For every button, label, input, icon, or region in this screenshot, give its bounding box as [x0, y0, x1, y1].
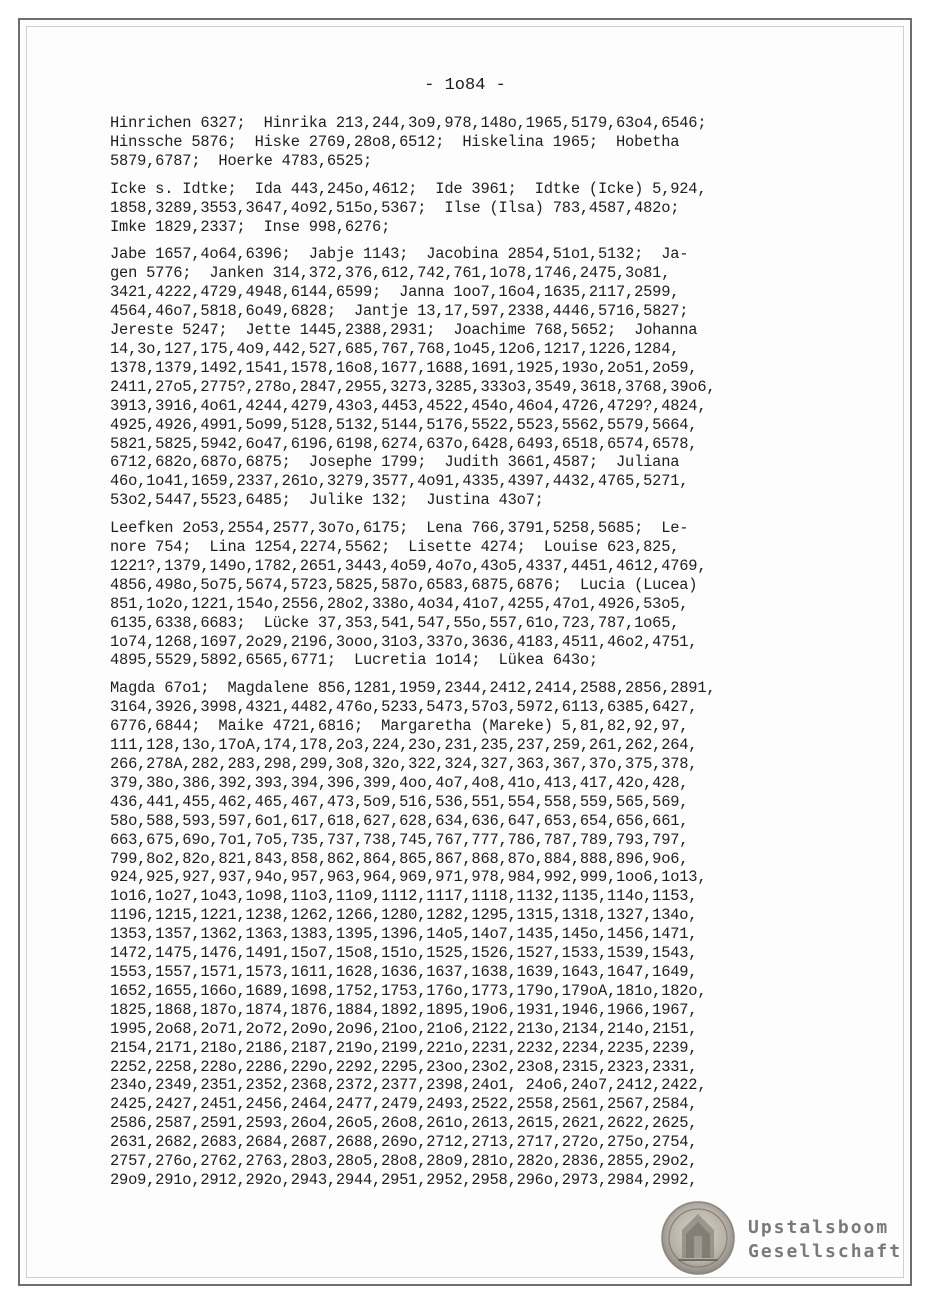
entry-line: 29o9,291o,2912,292o,2943,2944,2951,2952,2958,296o,2973,2984,2992,: [110, 1170, 698, 1189]
entry-line: 379,38o,386,392,393,394,396,399,4oo,4o7,4o8,41o,413,417,42o,428,: [110, 773, 689, 792]
entry-line: 6712,682o,687o,6875; Josephe 1799; Judith 3661,4587; Juliana: [110, 453, 680, 472]
entry-line: 5821,5825,5942,6o47,6196,6198,6274,637o,6428,6493,6518,6574,6578,: [110, 434, 698, 453]
entry-line: 799,8o2,82o,821,843,858,862,864,865,867,868,87o,884,888,896,9o6,: [110, 849, 689, 868]
entry-line: 1472,1475,1476,1491,15o7,15o8,151o,1525,1526,1527,1533,1539,1543,: [110, 944, 698, 963]
entry-line: Hinssche 5876; Hiske 2769,28o8,6512; Hiskelina 1965; Hobetha: [110, 132, 680, 151]
page-number: - 1o84 -: [424, 76, 506, 95]
entry-line: 53o2,5447,5523,6485; Julike 132; Justina 43o7;: [110, 491, 544, 510]
entry-line: 1196,1215,1221,1238,1262,1266,1280,1282,1295,1315,1318,1327,134o,: [110, 906, 698, 925]
entry-line: Jabe 1657,4o64,6396; Jabje 1143; Jacobina 2854,51o1,5132; Ja-: [110, 245, 689, 264]
entry-line: 2586,2587,2591,2593,26o4,26o5,26o8,261o,2613,2615,2621,2622,2625,: [110, 1114, 698, 1133]
entry-line: 2252,2258,228o,2286,229o,2292,2295,23oo,23o2,23o8,2315,2323,2331,: [110, 1057, 698, 1076]
entry-line: Hinrichen 6327; Hinrika 213,244,3o9,978,148o,1965,5179,63o4,6546;: [110, 114, 707, 132]
entry-line: 1553,1557,1571,1573,1611,1628,1636,1637,1638,1639,1643,1647,1649,: [110, 962, 698, 981]
entry-line: 5879,6787; Hoerke 4783,6525;: [110, 151, 373, 170]
entry-line: 2425,2427,2451,2456,2464,2477,2479,2493,2522,2558,2561,2567,2584,: [110, 1095, 698, 1114]
brand-line-2: Gesellschaft: [748, 1241, 903, 1262]
entry-line: 6135,6338,6683; Lücke 37,353,541,547,55o,557,61o,723,787,1o65,: [110, 613, 680, 632]
entry-line: 4925,4926,4991,5o99,5128,5132,5144,5176,5522,5523,5562,5579,5664,: [110, 415, 698, 434]
entry-line: Icke s. Idtke; Ida 443,245o,4612; Ide 3961; Idtke (Icke) 5,924,: [110, 179, 707, 198]
entry-block-m: [110, 679, 860, 1189]
name-index-content: [110, 114, 860, 1199]
entry-line: 1353,1357,1362,1363,1383,1395,1396,14o5,14o7,1435,145o,1456,1471,: [110, 925, 698, 944]
entry-line: 663,675,69o,7o1,7o5,735,737,738,745,767,777,786,787,789,793,797,: [110, 830, 689, 849]
entry-line: 2757,276o,2762,2763,28o3,28o5,28o8,28o9,281o,282o,2836,2855,29o2,: [110, 1152, 698, 1171]
entry-line: 4856,498o,5o75,5674,5723,5825,587o,6583,6875,6876; Lucia (Lucea): [110, 575, 698, 594]
entry-line: Jereste 5247; Jette 1445,2388,2931; Joachime 768,5652; Johanna: [110, 321, 698, 340]
entry-line: 6776,6844; Maike 4721,6816; Margaretha (Mareke) 5,81,82,92,97,: [110, 717, 689, 736]
entry-line: nore 754; Lina 1254,2274,5562; Lisette 4274; Louise 623,825,: [110, 538, 680, 557]
entry-block-j: [110, 245, 860, 510]
entry-line: 1o16,1o27,1o43,1o98,11o3,11o9,1112,1117,1118,1132,1135,114o,1153,: [110, 887, 698, 906]
entry-line: 436,441,455,462,465,467,473,5o9,516,536,551,554,558,559,565,569,: [110, 792, 689, 811]
entry-line: 2154,2171,218o,2186,2187,219o,2199,221o,2231,2232,2234,2235,2239,: [110, 1038, 698, 1057]
entry-line: gen 5776; Janken 314,372,376,612,742,761,1o78,1746,2475,3o81,: [110, 264, 671, 283]
entry-line: 4895,5529,5892,6565,6771; Lucretia 1o14; Lükea 643o;: [110, 651, 598, 670]
entry-line: Imke 1829,2337; Inse 998,6276;: [110, 217, 391, 236]
entry-line: 1858,3289,3553,3647,4o92,515o,5367; Ilse (Ilsa) 783,4587,482o;: [110, 198, 680, 217]
entry-line: 3913,3916,4o61,4244,4279,43o3,4453,4522,454o,46o4,4726,4729?,4824,: [110, 396, 707, 415]
entry-line: Magda 67o1; Magdalene 856,1281,1959,2344,2412,2414,2588,2856,2891,: [110, 679, 716, 698]
entry-line: Leefken 2o53,2554,2577,3o7o,6175; Lena 766,3791,5258,5685; Le-: [110, 519, 689, 538]
entry-line: 851,1o2o,1221,154o,2556,28o2,338o,4o34,41o7,4255,47o1,4926,53o5,: [110, 594, 689, 613]
entry-line: 46o,1o41,1659,2337,261o,3279,3577,4o91,4335,4397,4432,4765,5271,: [110, 472, 689, 491]
entry-line: 4564,46o7,5818,6o49,6828; Jantje 13,17,597,2338,4446,5716,5827;: [110, 302, 689, 321]
entry-line: 1o74,1268,1697,2o29,2196,3ooo,31o3,337o,3636,4183,4511,46o2,4751,: [110, 632, 698, 651]
entry-block-i: [110, 180, 860, 237]
entry-line: 2411,27o5,2775?,278o,2847,2955,3273,3285,333o3,3549,3618,3768,39o6,: [110, 377, 716, 396]
entry-block-l: [110, 519, 860, 670]
entry-line: 1378,1379,1492,1541,1578,16o8,1677,1688,1691,1925,193o,2o51,2o59,: [110, 358, 698, 377]
entry-line: 1995,2o68,2o71,2o72,2o9o,2o96,21oo,21o6,2122,213o,2134,214o,2151,: [110, 1019, 698, 1038]
entry-line: 924,925,927,937,94o,957,963,964,969,971,978,984,992,999,1oo6,1o13,: [110, 868, 707, 887]
entry-line: 266,278A,282,283,298,299,3o8,32o,322,324,327,363,367,37o,375,378,: [110, 755, 698, 773]
brand-wordmark: [748, 1216, 902, 1264]
entry-line: 3421,4222,4729,4948,6144,6599; Janna 1oo7,16o4,1635,2117,2599,: [110, 283, 680, 302]
entry-line: 58o,588,593,597,6o1,617,618,627,628,634,636,647,653,654,656,661,: [110, 811, 689, 830]
entry-line: 1221?,1379,149o,1782,2651,3443,4o59,4o7o,43o5,4337,4451,4612,4769,: [110, 556, 707, 575]
upstalsboom-seal-icon: [660, 1200, 736, 1276]
entry-line: 111,128,13o,17oA,174,178,2o3,224,23o,231,235,237,259,261,262,264,: [110, 736, 698, 755]
brand-line-1: Upstalsboom: [748, 1217, 890, 1238]
entry-line: 14,3o,127,175,4o9,442,527,685,767,768,1o45,12o6,1217,1226,1284,: [110, 339, 680, 358]
entry-line: 234o,2349,2351,2352,2368,2372,2377,2398,24o1, 24o6,24o7,2412,2422,: [110, 1076, 707, 1095]
entry-line: 1652,1655,166o,1689,1698,1752,1753,176o,1773,179o,179oA,181o,182o,: [110, 981, 707, 1000]
entry-block-h: [110, 114, 860, 171]
entry-line: 3164,3926,3998,4321,4482,476o,5233,5473,57o3,5972,6113,6385,6427,: [110, 698, 698, 717]
entry-line: 1825,1868,187o,1874,1876,1884,1892,1895,19o6,1931,1946,1966,1967,: [110, 1000, 698, 1019]
entry-line: 2631,2682,2683,2684,2687,2688,269o,2712,2713,2717,272o,275o,2754,: [110, 1133, 698, 1152]
